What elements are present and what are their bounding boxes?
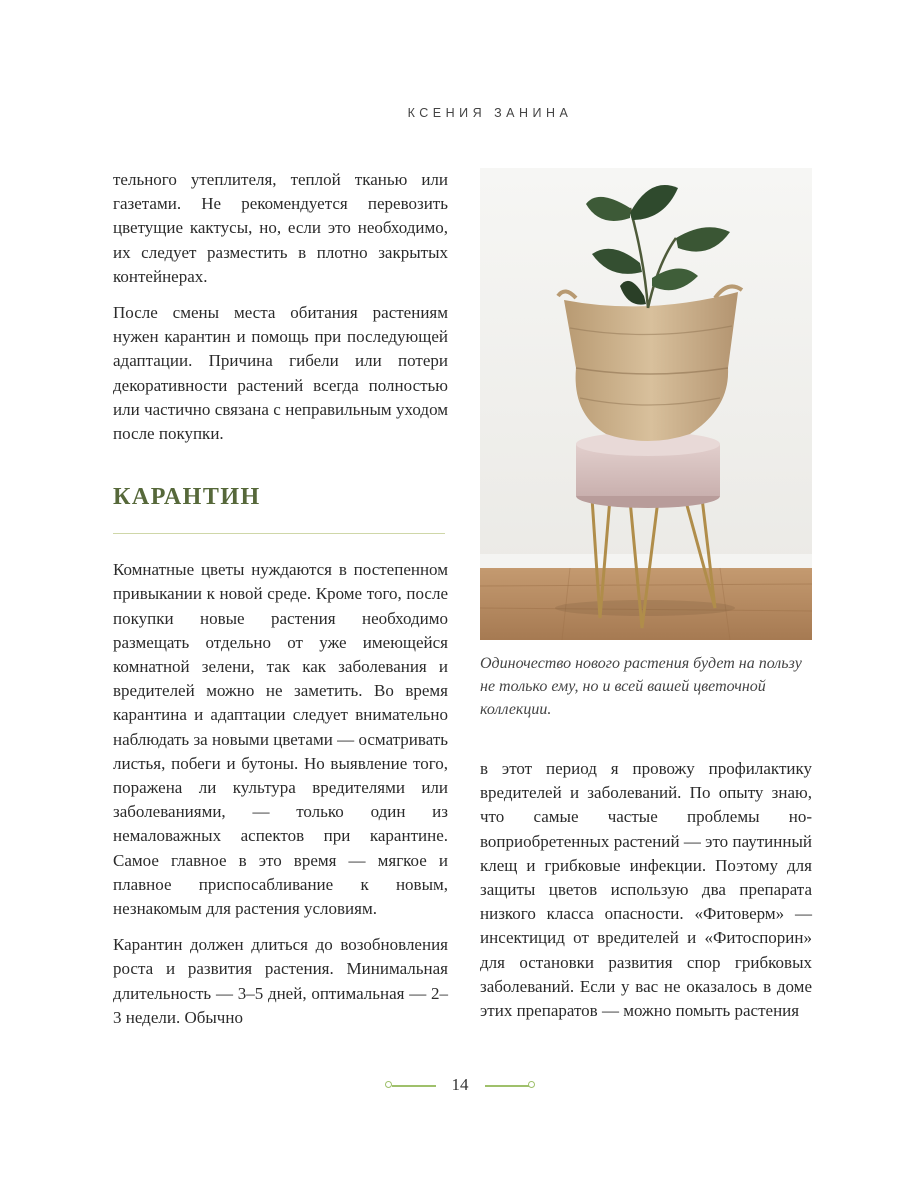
ornament-dot-icon [528, 1081, 535, 1088]
right-column [480, 168, 812, 1023]
left-column [113, 168, 448, 1030]
ornament-dot-icon [385, 1081, 392, 1088]
body-paragraph: тельного утеплителя, теплой тканью или газетами. Не рекомендуется перевозить цветущие кактусы, но, если это необходимо, их следует разместить в плотно закрытых контейнерах. [113, 170, 448, 286]
section-title: КАРАНТИН [113, 484, 261, 511]
page-number: 14 [451, 1075, 469, 1094]
plant-in-basket-illustration [480, 168, 812, 640]
ornament-line [485, 1085, 529, 1087]
body-paragraph: После смены места обитания растениям нужен карантин и помощь при последующей адаптации. Причина гибели или потери декоративности растений всегда полностью или частично связана с неправильным уходом после покупки. [113, 303, 448, 444]
page-footer [385, 1075, 535, 1102]
plant-photo [480, 168, 812, 640]
running-header-author: КСЕНИЯ ЗАНИНА [407, 106, 573, 120]
section-divider [113, 533, 445, 534]
ornament-line [392, 1085, 436, 1087]
photo-caption: Одиночество нового растения будет на пользу не только ему, но и всей вашей цветочной коллекции. [480, 655, 802, 718]
body-paragraph: Карантин должен длиться до возобновления роста и развития растения. Минимальная длительность — 3–5 дней, оптимальная — 2–3 недели. Обычно [113, 935, 448, 1027]
body-paragraph: Комнатные цветы нуждаются в постепенном привыкании к новой среде. Кроме того, после покупки новые растения необходимо размещать отдельно от уже имеющейся комнатной зелени, так как заболевания и вредителей можно не заметить. Во время карантина и адаптации следует внимательно наблюдать за новыми цветами — осматривать листья, побеги и бутоны. Но выявление того, поражена ли культура вредителями или заболеваниями, — только один из немаловажных аспектов при карантине. Самое главное в это время — мягкое и плавное приспосабливание к новым, незнакомым для растения условиям. [113, 560, 448, 919]
body-paragraph: в этот период я провожу профилактику вредителей и заболеваний. По опыту знаю, что самые частые проблемы новоприобретенных растений — это паутинный клещ и грибковые инфекции. Поэтому для защиты цветов использую два препарата низкого класса опасности. «Фитоверм» — инсектицид от вредителей и «Фитоспорин» для остановки развития спор грибковых заболеваний. Если у вас не оказалось в доме этих препаратов — можно помыть растения [480, 759, 812, 1021]
